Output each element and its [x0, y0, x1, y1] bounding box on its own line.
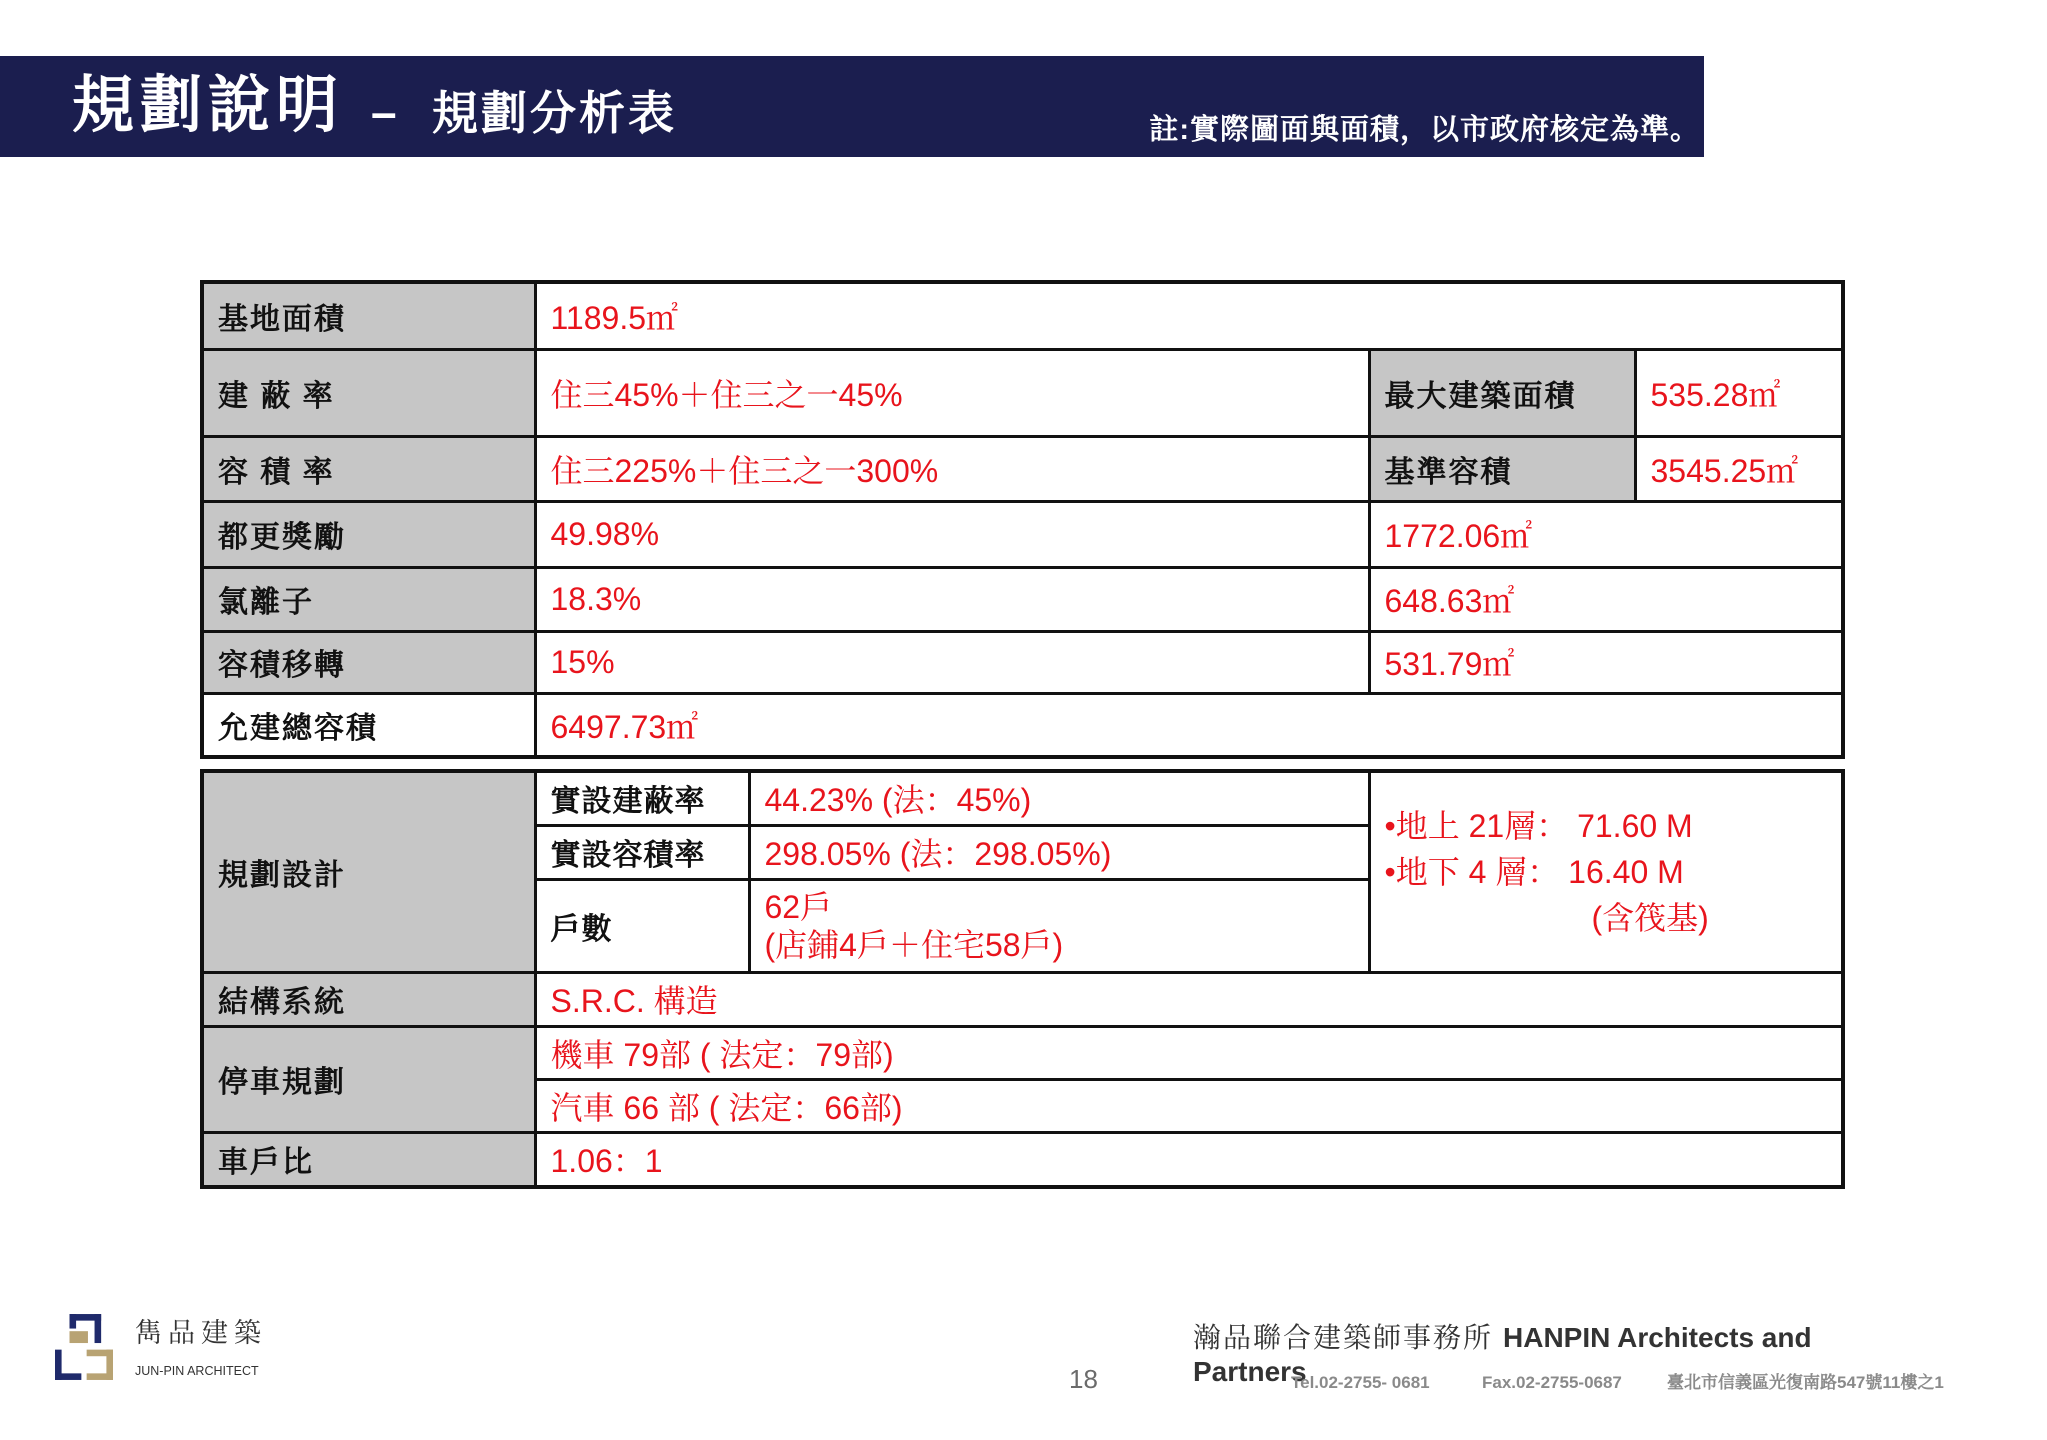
- actual-far-value: 298.05% (法：298.05%): [749, 825, 1369, 879]
- units-value: [749, 879, 1369, 972]
- units-label: 戶數: [535, 879, 749, 972]
- raft-foundation-note: (含筏基): [1591, 899, 1709, 936]
- table-row: [202, 771, 1843, 825]
- total-allowed-far-label: 允建總容積: [202, 693, 535, 757]
- max-building-area-value: 535.28㎡: [1635, 349, 1843, 436]
- page-number: 18: [1069, 1364, 1098, 1394]
- units-detail: (店鋪4戶＋住宅58戶): [764, 926, 1064, 963]
- table-row: [202, 282, 1843, 349]
- table-row: [202, 349, 1843, 436]
- far-transfer-label: 容積移轉: [202, 631, 535, 693]
- page-subtitle: 規劃分析表: [432, 87, 677, 139]
- renewal-bonus-area: 1772.06㎡: [1369, 501, 1843, 567]
- total-allowed-far-value: 6497.73㎡: [535, 693, 1843, 757]
- table-row: [202, 631, 1843, 693]
- header-banner: [0, 56, 1704, 157]
- table-row: [202, 972, 1843, 1026]
- table-row: [202, 567, 1843, 631]
- parking-ratio-value: 1.06：1: [535, 1132, 1843, 1187]
- structure-system-label: 結構系統: [202, 972, 535, 1026]
- office-tel: Tel.02-2755- 0681: [1291, 1373, 1430, 1392]
- above-ground-floors: •地上 21層： 71.60 M: [1384, 807, 1693, 844]
- design-table: [200, 769, 1845, 1189]
- floor-area-ratio-label: 容 積 率: [202, 436, 535, 501]
- table-row: [202, 1132, 1843, 1187]
- renewal-bonus-value: 49.98%: [535, 501, 1369, 567]
- page-title: 規劃說明: [72, 71, 345, 140]
- logo-name: 雋品建築: [135, 1318, 267, 1348]
- structure-system-value: S.R.C. 構造: [535, 972, 1843, 1026]
- table-row: [202, 693, 1843, 757]
- far-transfer-area: 531.79㎡: [1369, 631, 1843, 693]
- office-name-en-continued: Partners: [1193, 1356, 1307, 1387]
- motorcycle-parking: 機車 79部 ( 法定：79部): [535, 1026, 1843, 1079]
- office-fax: Fax.02-2755-0687: [1482, 1373, 1622, 1392]
- below-ground-floors: •地下 4 層： 16.40 M: [1384, 853, 1684, 890]
- title-dash: –: [371, 86, 397, 138]
- base-floor-area-label: 基準容積: [1369, 436, 1635, 501]
- chloride-value: 18.3%: [535, 567, 1369, 631]
- units-count: 62戶: [764, 888, 833, 925]
- far-transfer-value: 15%: [535, 631, 1369, 693]
- actual-far-label: 實設容積率: [535, 825, 749, 879]
- logo-subtitle: JUN-PIN ARCHITECT: [135, 1364, 259, 1378]
- chloride-area: 648.63㎡: [1369, 567, 1843, 631]
- max-building-area-label: 最大建築面積: [1369, 349, 1635, 436]
- site-summary-table: [200, 280, 1845, 759]
- chloride-label: 氯離子: [202, 567, 535, 631]
- coverage-ratio-label: 建 蔽 率: [202, 349, 535, 436]
- actual-coverage-value: 44.23% (法：45%): [749, 771, 1369, 825]
- car-parking: 汽車 66 部 ( 法定：66部): [535, 1079, 1843, 1132]
- site-area-value: 1189.5㎡: [535, 282, 1843, 349]
- floors-info: [1369, 771, 1843, 972]
- coverage-ratio-value: 住三45%＋住三之一45%: [535, 349, 1369, 436]
- base-floor-area-value: 3545.25㎡: [1635, 436, 1843, 501]
- floor-area-ratio-value: 住三225%＋住三之一300%: [535, 436, 1369, 501]
- office-address: 臺北市信義區光復南路547號11樓之1: [1667, 1373, 1944, 1392]
- planning-design-label: 規劃設計: [202, 771, 535, 972]
- site-area-label: 基地面積: [202, 282, 535, 349]
- table-row: [202, 501, 1843, 567]
- renewal-bonus-label: 都更獎勵: [202, 501, 535, 567]
- header-note: 註:實際圖面與面積，以市政府核定為準。: [1149, 114, 1700, 146]
- parking-plan-label: 停車規劃: [202, 1026, 535, 1132]
- office-name: [1193, 1322, 1812, 1359]
- actual-coverage-label: 實設建蔽率: [535, 771, 749, 825]
- jun-pin-logo-icon: [55, 1314, 113, 1380]
- table-row: [202, 1026, 1843, 1079]
- table-row: [202, 436, 1843, 501]
- office-name-en: HANPIN Architects and: [1503, 1322, 1812, 1353]
- office-name-zh: 瀚品聯合建築師事務所: [1193, 1322, 1494, 1353]
- parking-ratio-label: 車戶比: [202, 1132, 535, 1187]
